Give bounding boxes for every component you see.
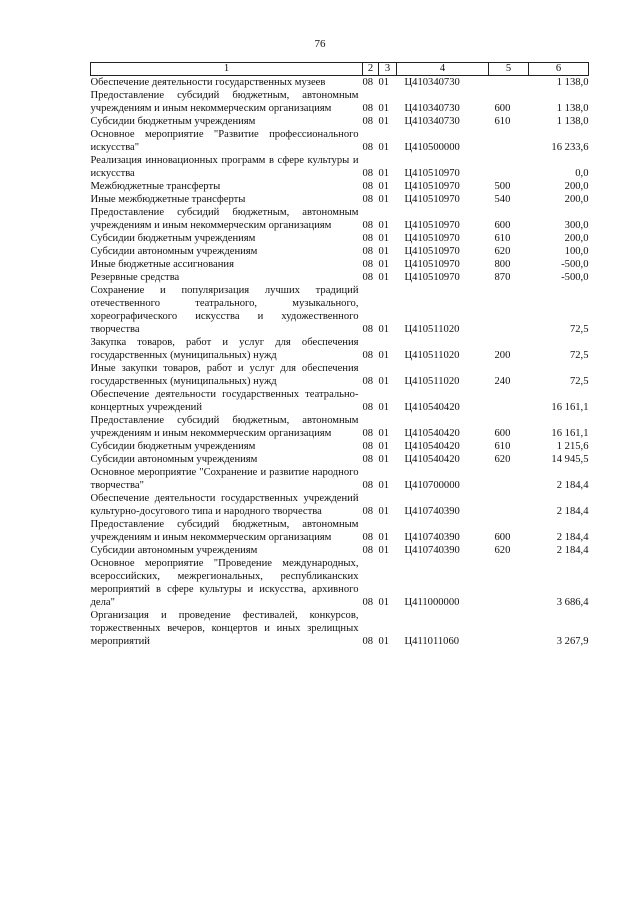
row-expense-type: 600: [494, 428, 511, 439]
row-section: 08: [362, 168, 374, 179]
row-section: 08: [362, 350, 374, 361]
row-target-article: Ц411000000: [404, 597, 460, 608]
row-amount: 1 138,0: [556, 103, 589, 114]
row-name: Организация и проведение фестивалей, конкурсов, торжественных вечеров, концертов и иных зрелищных мероприятий: [90, 610, 359, 647]
row-section: 08: [362, 272, 374, 283]
row-target-article: Ц410510970: [404, 259, 460, 270]
row-subsection: 01: [378, 350, 390, 361]
table-row: [91, 154, 589, 180]
row-expense-type: 540: [494, 194, 511, 205]
row-target-article: Ц410740390: [404, 532, 460, 543]
row-section: 08: [362, 597, 374, 608]
row-subsection: 01: [378, 506, 390, 517]
row-expense-type: [489, 557, 529, 609]
row-target-article: Ц410340730: [404, 103, 460, 114]
row-amount: -500,0: [561, 259, 589, 270]
row-section: 08: [362, 259, 374, 270]
row-section: 08: [362, 324, 374, 335]
row-name: Предоставление субсидий бюджетным, автономным учреждениям и иным некоммерческим организациям: [90, 90, 359, 114]
row-subsection: 01: [378, 428, 390, 439]
row-target-article: Ц411011060: [404, 636, 460, 647]
row-target-article: Ц410510970: [404, 194, 460, 205]
row-subsection: 01: [378, 324, 390, 335]
row-expense-type: [489, 388, 529, 414]
budget-table: [90, 62, 589, 648]
table-row: [91, 271, 589, 284]
row-name: Субсидии автономным учреждениям: [90, 246, 258, 257]
row-target-article: Ц410511020: [404, 324, 460, 335]
row-subsection: 01: [378, 402, 390, 413]
table-row: [91, 89, 589, 115]
table-row: [91, 414, 589, 440]
row-name: Субсидии автономным учреждениям: [90, 545, 258, 556]
header-col-6: 6: [529, 63, 589, 76]
row-section: 08: [362, 103, 374, 114]
row-expense-type: 620: [494, 545, 511, 556]
row-name: Реализация инновационных программ в сфере культуры и искусства: [90, 155, 359, 179]
row-expense-type: 600: [494, 532, 511, 543]
row-target-article: Ц410510970: [404, 220, 460, 231]
row-name: Субсидии бюджетным учреждениям: [90, 116, 256, 127]
row-target-article: Ц410740390: [404, 545, 460, 556]
row-subsection: 01: [378, 454, 390, 465]
table-row: [91, 492, 589, 518]
row-name: Межбюджетные трансферты: [90, 181, 221, 192]
row-name: Обеспечение деятельности государственных музеев: [90, 77, 326, 88]
row-amount: 200,0: [564, 181, 589, 192]
row-section: 08: [362, 480, 374, 491]
row-amount: 3 686,4: [556, 597, 589, 608]
table-row: [91, 206, 589, 232]
row-expense-type: 610: [494, 441, 511, 452]
table-row: [91, 193, 589, 206]
header-col-5: 5: [489, 63, 529, 76]
row-amount: 200,0: [564, 194, 589, 205]
row-name: Субсидии бюджетным учреждениям: [90, 233, 256, 244]
row-amount: 100,0: [564, 246, 589, 257]
row-amount: 1 138,0: [556, 116, 589, 127]
table-row: [91, 336, 589, 362]
row-section: 08: [362, 116, 374, 127]
row-expense-type: [489, 76, 529, 90]
row-subsection: 01: [378, 545, 390, 556]
row-subsection: 01: [378, 480, 390, 491]
table-row: [91, 466, 589, 492]
row-subsection: 01: [378, 441, 390, 452]
row-section: 08: [362, 441, 374, 452]
table-row: [91, 258, 589, 271]
row-target-article: Ц410740390: [404, 506, 460, 517]
row-expense-type: 200: [494, 350, 511, 361]
row-subsection: 01: [378, 259, 390, 270]
row-subsection: 01: [378, 168, 390, 179]
row-name: Основное мероприятие "Сохранение и развитие народного творчества": [90, 467, 359, 491]
row-target-article: Ц410511020: [404, 350, 460, 361]
row-amount: 0,0: [575, 168, 589, 179]
table-row: [91, 180, 589, 193]
row-target-article: Ц410540420: [404, 428, 460, 439]
row-expense-type: [489, 609, 529, 648]
row-subsection: 01: [378, 233, 390, 244]
row-expense-type: [489, 466, 529, 492]
table-body: [91, 76, 589, 649]
table-row: [91, 518, 589, 544]
row-name: Обеспечение деятельности государственных театрально-концертных учреждений: [90, 389, 359, 413]
row-section: 08: [362, 181, 374, 192]
table-row: [91, 362, 589, 388]
row-name: Предоставление субсидий бюджетным, автономным учреждениям и иным некоммерческим организациям: [90, 519, 359, 543]
row-expense-type: 600: [494, 103, 511, 114]
row-subsection: 01: [378, 376, 390, 387]
row-expense-type: [489, 128, 529, 154]
table-row: [91, 232, 589, 245]
row-section: 08: [362, 233, 374, 244]
row-subsection: 01: [378, 532, 390, 543]
row-amount: 16 161,1: [551, 402, 589, 413]
row-name: Сохранение и популяризация лучших традиций отечественного театрального, музыкального, хореографического искусства и художественного творчества: [90, 285, 359, 335]
row-expense-type: 500: [494, 181, 511, 192]
row-section: 08: [362, 428, 374, 439]
row-section: 08: [362, 246, 374, 257]
row-name: Основное мероприятие "Проведение международных, всероссийских, межрегиональных, республиканских мероприятий в сфере культуры и искусства, архивного дела": [90, 558, 359, 608]
row-target-article: Ц410540420: [404, 454, 460, 465]
row-amount: 16 161,1: [551, 428, 589, 439]
row-expense-type: 800: [494, 259, 511, 270]
row-section: 08: [362, 77, 374, 88]
row-amount: 72,5: [569, 324, 589, 335]
row-section: 08: [362, 636, 374, 647]
row-expense-type: 610: [494, 116, 511, 127]
table-header: [91, 63, 589, 76]
row-expense-type: 870: [494, 272, 511, 283]
row-section: 08: [362, 506, 374, 517]
row-name: Резервные средства: [90, 272, 180, 283]
row-name: Иные закупки товаров, работ и услуг для обеспечения государственных (муниципальных) нужд: [90, 363, 359, 387]
row-amount: 2 184,4: [556, 545, 589, 556]
row-name: Иные бюджетные ассигнования: [90, 259, 234, 270]
row-target-article: Ц410510970: [404, 168, 460, 179]
header-col-1: 1: [91, 63, 363, 76]
row-amount: 1 138,0: [556, 77, 589, 88]
row-section: 08: [362, 454, 374, 465]
row-name: Предоставление субсидий бюджетным, автономным учреждениям и иным некоммерческим организациям: [90, 207, 359, 231]
row-target-article: Ц410500000: [404, 142, 460, 153]
row-subsection: 01: [378, 636, 390, 647]
row-expense-type: 240: [494, 376, 511, 387]
table-row: [91, 388, 589, 414]
row-target-article: Ц410540420: [404, 402, 460, 413]
row-amount: 300,0: [564, 220, 589, 231]
row-section: 08: [362, 376, 374, 387]
table-row: [91, 544, 589, 557]
row-amount: 14 945,5: [551, 454, 589, 465]
row-section: 08: [362, 545, 374, 556]
row-expense-type: [489, 492, 529, 518]
row-target-article: Ц410510970: [404, 246, 460, 257]
row-name: Основное мероприятие "Развитие профессионального искусства": [90, 129, 359, 153]
row-name: Предоставление субсидий бюджетным, автономным учреждениям и иным некоммерческим организациям: [90, 415, 359, 439]
row-expense-type: 620: [494, 454, 511, 465]
row-expense-type: [489, 284, 529, 336]
row-section: 08: [362, 220, 374, 231]
page-number: 76: [314, 38, 326, 50]
table-row: [91, 245, 589, 258]
row-name: Обеспечение деятельности государственных учреждений культурно-досугового типа и народного творчества: [90, 493, 359, 517]
row-subsection: 01: [378, 272, 390, 283]
row-amount: 3 267,9: [556, 636, 589, 647]
row-amount: 72,5: [569, 350, 589, 361]
table-row: [91, 609, 589, 648]
row-subsection: 01: [378, 181, 390, 192]
row-section: 08: [362, 194, 374, 205]
header-col-3: 3: [379, 63, 397, 76]
row-amount: 2 184,4: [556, 480, 589, 491]
row-subsection: 01: [378, 220, 390, 231]
table-row: [91, 557, 589, 609]
row-target-article: Ц410340730: [404, 77, 460, 88]
row-section: 08: [362, 142, 374, 153]
table-row: [91, 128, 589, 154]
header-col-4: 4: [397, 63, 489, 76]
row-subsection: 01: [378, 116, 390, 127]
table-row: [91, 453, 589, 466]
table-row: [91, 440, 589, 453]
row-name: Субсидии автономным учреждениям: [90, 454, 258, 465]
table-row: [91, 284, 589, 336]
row-expense-type: [489, 154, 529, 180]
row-amount: 2 184,4: [556, 506, 589, 517]
row-expense-type: 610: [494, 233, 511, 244]
row-subsection: 01: [378, 77, 390, 88]
row-subsection: 01: [378, 246, 390, 257]
row-target-article: Ц410510970: [404, 272, 460, 283]
row-amount: 1 215,6: [556, 441, 589, 452]
row-expense-type: 600: [494, 220, 511, 231]
row-amount: -500,0: [561, 272, 589, 283]
table-row: [91, 76, 589, 90]
row-subsection: 01: [378, 103, 390, 114]
row-name: Иные межбюджетные трансферты: [90, 194, 246, 205]
row-target-article: Ц410510970: [404, 233, 460, 244]
row-expense-type: 620: [494, 246, 511, 257]
row-amount: 200,0: [564, 233, 589, 244]
row-subsection: 01: [378, 142, 390, 153]
row-name: Закупка товаров, работ и услуг для обеспечения государственных (муниципальных) нужд: [90, 337, 359, 361]
row-section: 08: [362, 532, 374, 543]
row-name: Субсидии бюджетным учреждениям: [90, 441, 256, 452]
row-amount: 72,5: [569, 376, 589, 387]
row-target-article: Ц410700000: [404, 480, 460, 491]
row-target-article: Ц410510970: [404, 181, 460, 192]
table-row: [91, 115, 589, 128]
row-section: 08: [362, 402, 374, 413]
header-col-2: 2: [363, 63, 379, 76]
row-target-article: Ц410340730: [404, 116, 460, 127]
row-target-article: Ц410511020: [404, 376, 460, 387]
row-subsection: 01: [378, 194, 390, 205]
row-amount: 16 233,6: [551, 142, 589, 153]
row-amount: 2 184,4: [556, 532, 589, 543]
row-subsection: 01: [378, 597, 390, 608]
row-target-article: Ц410540420: [404, 441, 460, 452]
